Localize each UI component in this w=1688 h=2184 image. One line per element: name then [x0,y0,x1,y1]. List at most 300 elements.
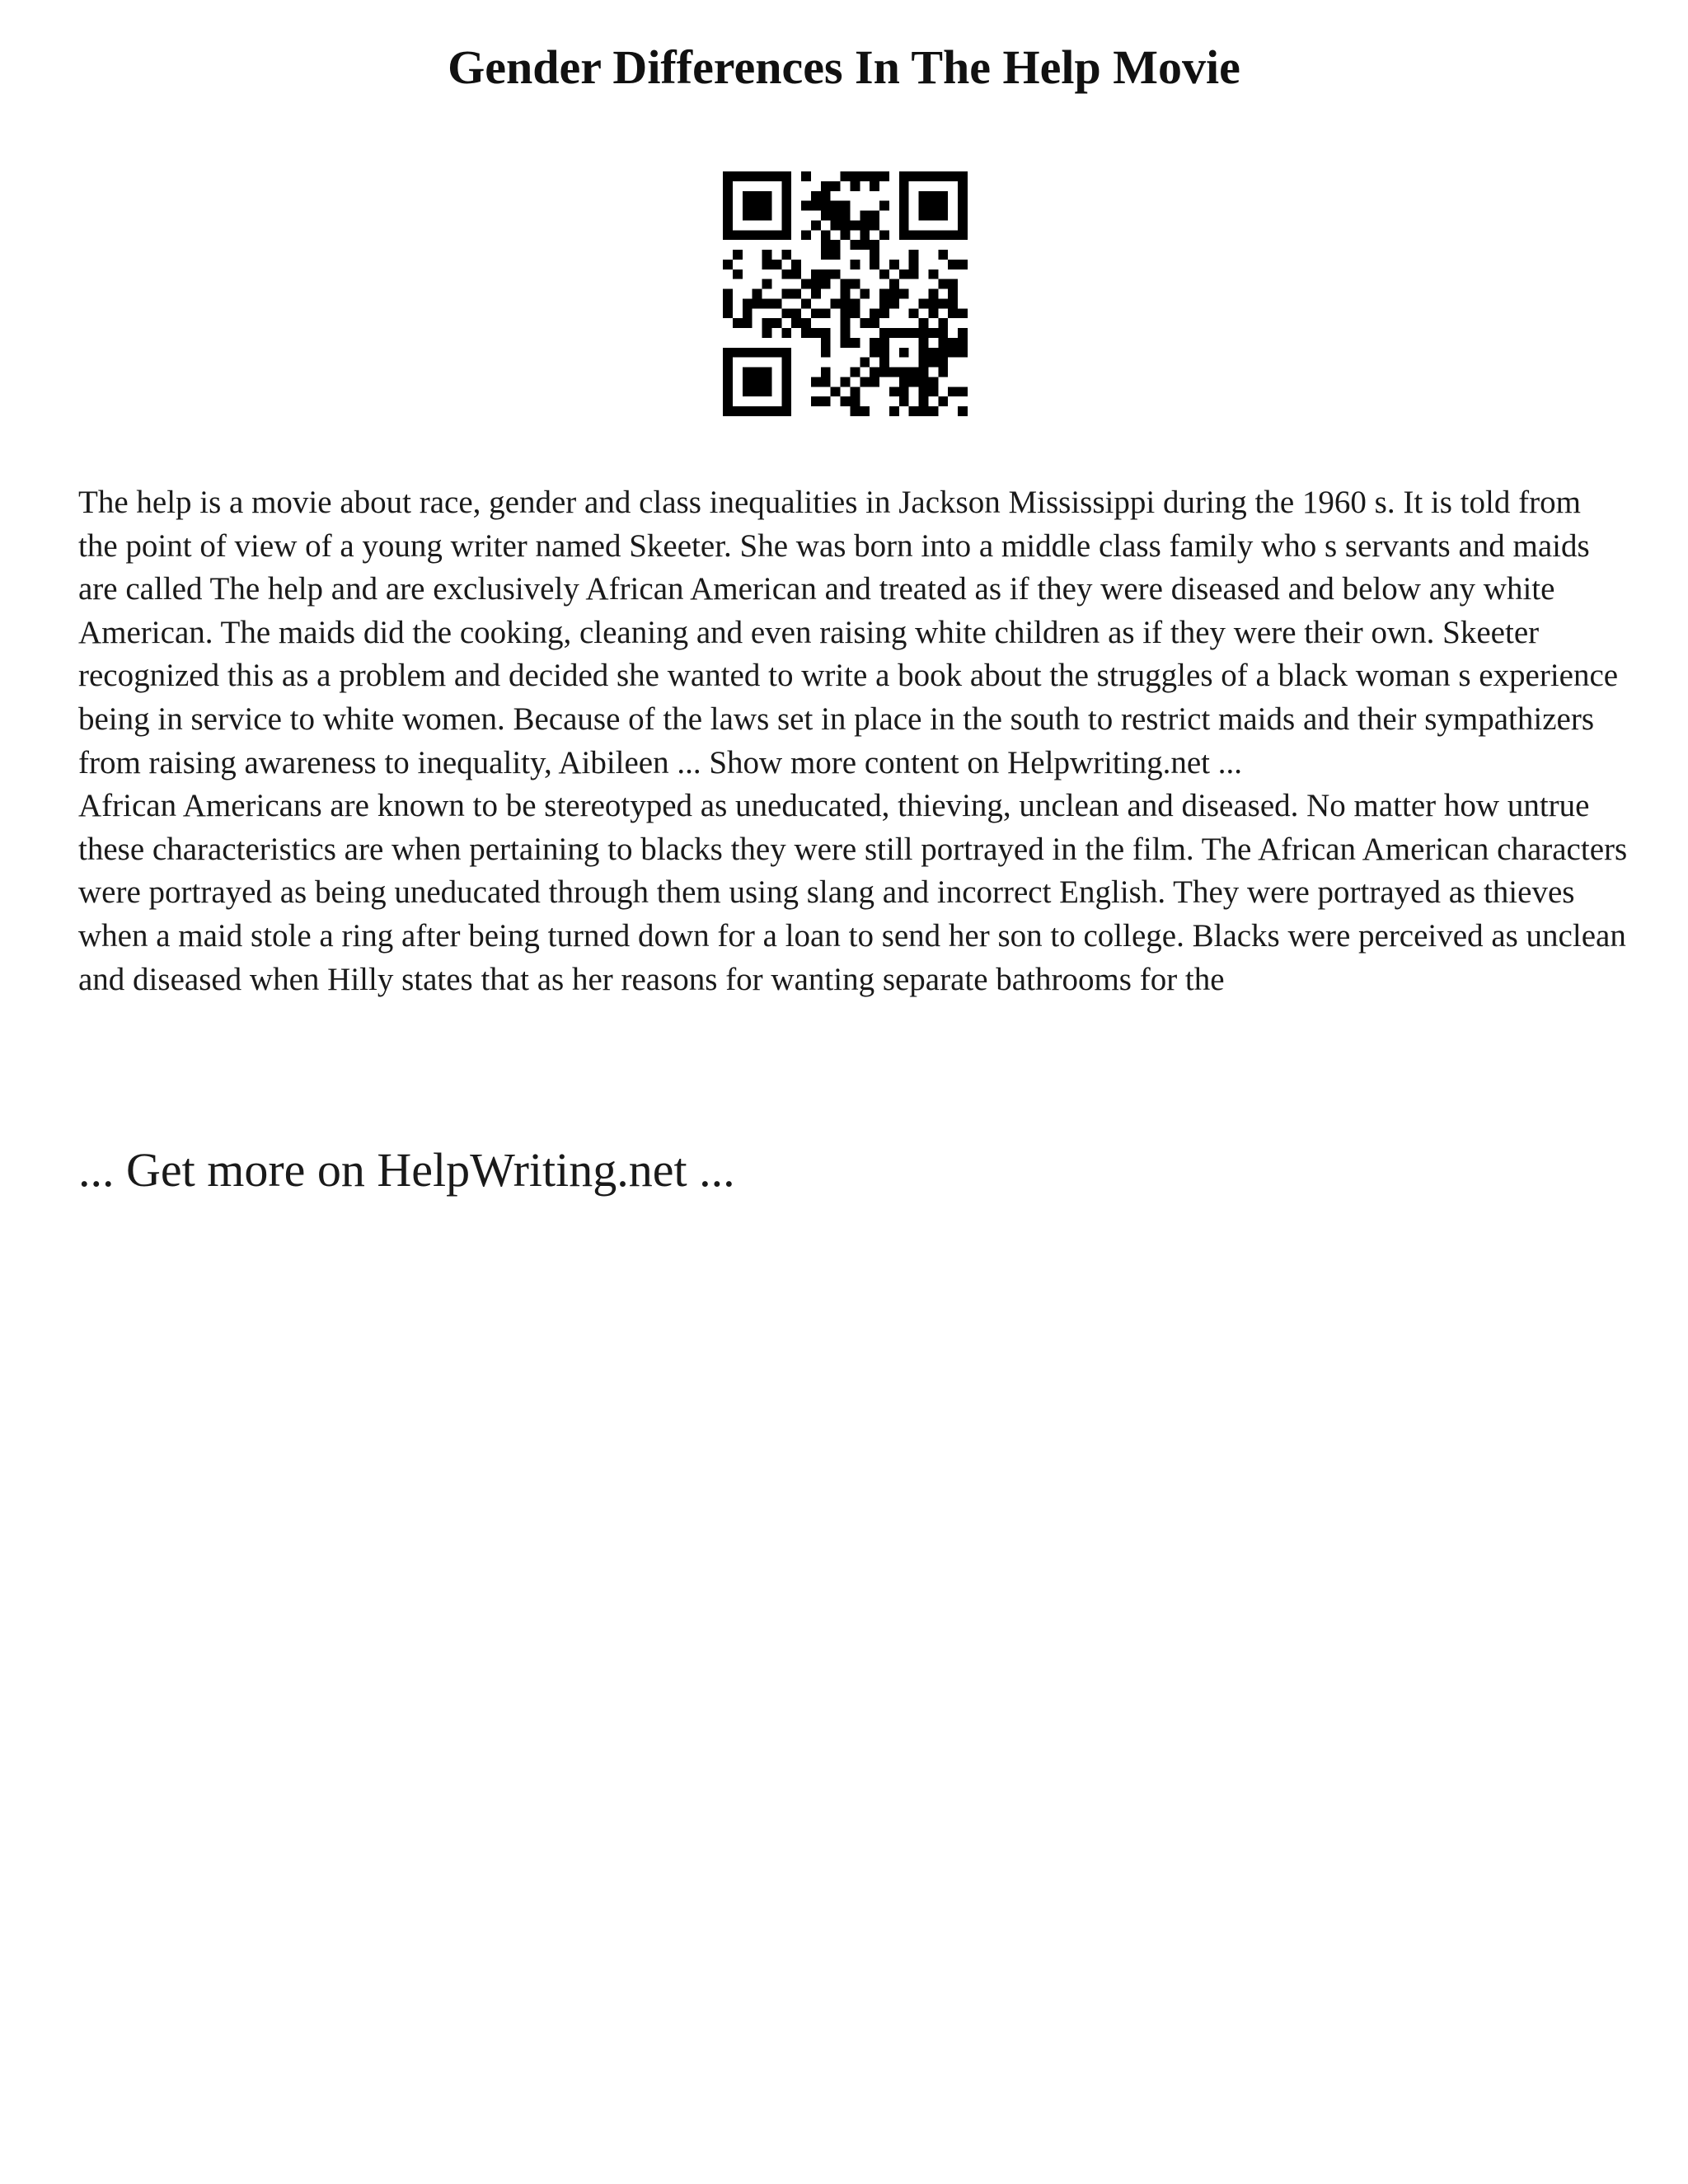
qr-module [870,368,879,377]
qr-module [860,358,870,368]
qr-module [870,377,879,387]
qr-module [781,171,791,181]
qr-module [831,250,841,260]
qr-module [771,171,781,181]
qr-module [841,289,851,299]
qr-module [753,191,762,201]
qr-module [821,230,831,240]
qr-module [928,230,938,240]
qr-module [753,406,762,416]
qr-module [753,289,762,299]
qr-module [753,368,762,377]
qr-module [919,377,929,387]
qr-module [850,279,860,289]
qr-module [850,240,860,250]
qr-module [928,289,938,299]
qr-module [811,201,821,211]
qr-module [841,308,851,318]
qr-module [909,230,919,240]
qr-module [958,348,968,358]
qr-module [870,308,879,318]
qr-module [841,201,851,211]
qr-module [762,348,772,358]
qr-module [958,328,968,338]
qr-module [723,377,733,387]
qr-module [958,211,968,221]
qr-module [889,406,899,416]
qr-module [948,279,958,289]
qr-module [753,201,762,211]
qr-module [762,279,772,289]
qr-module [948,260,958,269]
qr-module [781,269,791,279]
qr-module [753,377,762,387]
qr-module [909,269,919,279]
qr-module [831,211,841,221]
qr-module [743,298,753,308]
qr-module [919,338,929,348]
qr-module [841,298,851,308]
qr-module [791,260,801,269]
qr-module [879,298,889,308]
qr-module [928,387,938,396]
qr-module [860,230,870,240]
qr-module [899,396,909,406]
qr-module [899,191,909,201]
qr-module [811,308,821,318]
qr-module [821,250,831,260]
qr-module [909,171,919,181]
qr-module [781,358,791,368]
qr-module [723,368,733,377]
qr-module [841,318,851,328]
qr-module [781,211,791,221]
qr-module [899,368,909,377]
qr-module [938,396,948,406]
qr-module [948,387,958,396]
qr-module [879,348,889,358]
qr-module [879,308,889,318]
qr-module [821,269,831,279]
qr-module [948,338,958,348]
qr-module [938,211,948,221]
qr-module [743,191,753,201]
qr-module [811,396,821,406]
qr-module [909,308,919,318]
qr-module [791,289,801,299]
qr-module [948,230,958,240]
qr-module [958,201,968,211]
qr-module [938,201,948,211]
qr-module [899,181,909,191]
qr-module [860,406,870,416]
qr-module [958,338,968,348]
qr-module [850,181,860,191]
qr-module [928,269,938,279]
qr-module [723,181,733,191]
qr-module [841,377,851,387]
qr-module [928,191,938,201]
qr-module [938,358,948,368]
qr-module [889,298,899,308]
qr-module [909,406,919,416]
qr-module [879,201,889,211]
qr-module [801,279,811,289]
qr-module [821,279,831,289]
qr-module [860,220,870,230]
qr-module [762,328,772,338]
qr-module [791,269,801,279]
qr-module [753,230,762,240]
qr-module [723,358,733,368]
qr-module [899,348,909,358]
qr-module [733,406,743,416]
qr-module [821,328,831,338]
qr-module [771,406,781,416]
qr-module [909,260,919,269]
qr-module [899,230,909,240]
body-text [78,481,1628,1001]
qr-module [762,387,772,396]
qr-module [781,308,791,318]
qr-module [919,230,929,240]
qr-module [899,201,909,211]
qr-module [841,279,851,289]
qr-module [879,368,889,377]
qr-module [821,348,831,358]
qr-module [762,260,772,269]
qr-module [889,387,899,396]
qr-module [928,171,938,181]
paragraph-1: The help is a movie about race, gender and class inequalities in Jackson Mississippi during the 1960 s. It is told from the point of view of a young writer named Skeeter. She was born into a middle class family who s servants and maids are called The help and are exclusively African American and treated as if they were diseased and below any white American. The maids did the cooking, cleaning and even raising white children as if they were their own. Skeeter recognized this as a problem and decided she wanted to write a book about the struggles of a black woman s experience being in service to white women. Because of the laws set in place in the south to restrict maids and their sympathizers from raising awareness to inequality, Aibileen ... Show more content on Helpwriting.net ... [78,485,1619,780]
qr-module [743,201,753,211]
qr-module [753,348,762,358]
qr-module [821,191,831,201]
qr-module [958,406,968,416]
qr-module [781,348,791,358]
qr-code [723,171,968,416]
qr-module [723,220,733,230]
qr-module [831,220,841,230]
qr-module [958,230,968,240]
qr-module [860,211,870,221]
qr-module [860,318,870,328]
qr-module [781,387,791,396]
qr-module [938,338,948,348]
qr-module [850,387,860,396]
qr-module [762,377,772,387]
qr-module [791,318,801,328]
qr-module [928,201,938,211]
qr-module [723,308,733,318]
qr-module [919,358,929,368]
qr-module [889,279,899,289]
paragraph-2: African Americans are known to be stereotyped as uneducated, thieving, unclean and diseased. No matter how untrue these characteristics are when pertaining to blacks they were still portrayed in the film. The African American characters were portrayed as being uneducated through them using slang and incorrect English. They were portrayed as thieves when a maid stole a ring after being turned down for a loan to send her son to college. Blacks were perceived as unclean and diseased when Hilly states that as her reasons for wanting separate bathrooms for the [78,788,1628,997]
qr-module [821,181,831,191]
qr-module [841,396,851,406]
qr-module [850,308,860,318]
qr-module [928,406,938,416]
qr-module [948,171,958,181]
qr-module [781,328,791,338]
qr-module [958,181,968,191]
qr-module [948,308,958,318]
qr-module [841,328,851,338]
qr-module [919,211,929,221]
qr-module [743,368,753,377]
qr-module [938,368,948,377]
qr-module [821,338,831,348]
qr-module [831,181,841,191]
qr-module [723,230,733,240]
qr-module [938,230,948,240]
qr-module [879,171,889,181]
qr-module [948,348,958,358]
qr-module [919,191,929,201]
qr-module [958,171,968,181]
qr-module [733,348,743,358]
qr-module [948,298,958,308]
qr-module [860,240,870,250]
qr-module [743,230,753,240]
qr-module [723,171,733,181]
qr-module [899,387,909,396]
qr-module [870,260,879,269]
qr-module [733,250,743,260]
qr-module [743,318,753,328]
qr-module [919,318,929,328]
qr-module [733,171,743,181]
qr-module [899,211,909,221]
qr-module [781,406,791,416]
qr-module [850,220,860,230]
qr-module [781,377,791,387]
qr-module [831,387,841,396]
qr-module [821,211,831,221]
qr-module [850,171,860,181]
qr-module [771,318,781,328]
qr-module [762,250,772,260]
qr-module [909,377,919,387]
qr-module [958,308,968,318]
qr-module [743,377,753,387]
qr-module [723,191,733,201]
qr-module [909,250,919,260]
qr-module [762,406,772,416]
qr-module [899,269,909,279]
qr-module [948,289,958,299]
qr-module [801,318,811,328]
qr-module [781,368,791,377]
qr-module [870,338,879,348]
qr-module [958,191,968,201]
qr-module [860,289,870,299]
qr-module [811,191,821,201]
qr-module [743,211,753,221]
qr-module [899,220,909,230]
qr-module [919,298,929,308]
qr-module [753,171,762,181]
qr-module [850,406,860,416]
qr-module [841,220,851,230]
qr-module [919,201,929,211]
qr-module [850,298,860,308]
qr-module [723,348,733,358]
get-more-link[interactable]: ... Get more on HelpWriting.net ... [78,1143,735,1197]
qr-module [753,298,762,308]
qr-module [870,318,879,328]
qr-module [781,230,791,240]
qr-module [723,387,733,396]
qr-module [889,328,899,338]
qr-module [909,368,919,377]
qr-module [723,260,733,269]
qr-module [879,358,889,368]
qr-module [801,328,811,338]
qr-module [870,250,879,260]
qr-module [733,269,743,279]
qr-module [919,406,929,416]
qr-module [762,211,772,221]
qr-module [743,387,753,396]
qr-module [850,396,860,406]
qr-module [811,269,821,279]
qr-module [928,328,938,338]
page-title: Gender Differences In The Help Movie [448,40,1240,94]
qr-module [928,211,938,221]
qr-module [821,396,831,406]
qr-module [899,289,909,299]
qr-module [870,181,879,191]
qr-module [762,298,772,308]
qr-module [928,377,938,387]
qr-module [801,201,811,211]
qr-module [938,191,948,201]
qr-module [831,269,841,279]
qr-module [762,318,772,328]
qr-module [821,368,831,377]
qr-module [928,358,938,368]
qr-module [928,348,938,358]
qr-module [841,171,851,181]
qr-module [743,348,753,358]
qr-module [870,240,879,250]
qr-module [879,289,889,299]
qr-module [870,220,879,230]
qr-module [831,298,841,308]
qr-module [733,318,743,328]
qr-module [889,368,899,377]
qr-module [753,387,762,396]
qr-module [841,230,851,240]
qr-module [850,338,860,348]
qr-module [850,368,860,377]
qr-module [762,171,772,181]
qr-module [801,230,811,240]
qr-module [870,348,879,358]
qr-module [781,250,791,260]
qr-module [860,377,870,387]
qr-module [879,269,889,279]
qr-module [841,211,851,221]
qr-module [919,368,929,377]
qr-module [723,289,733,299]
qr-module [733,230,743,240]
qr-module [919,348,929,358]
qr-module [899,377,909,387]
qr-module [899,171,909,181]
qr-module [743,171,753,181]
qr-module [781,220,791,230]
qr-module [811,289,821,299]
qr-module [771,298,781,308]
qr-module [801,171,811,181]
qr-module [781,181,791,191]
qr-module [919,328,929,338]
qr-module [831,201,841,211]
qr-module [723,211,733,221]
qr-module [771,260,781,269]
qr-module [723,396,733,406]
qr-module [723,298,733,308]
qr-module [781,396,791,406]
qr-module [879,328,889,338]
qr-module [821,240,831,250]
qr-module [743,406,753,416]
qr-module [771,230,781,240]
qr-module [781,289,791,299]
qr-module [753,211,762,221]
qr-module [831,240,841,250]
qr-module [919,171,929,181]
qr-module [938,328,948,338]
qr-module [821,308,831,318]
qr-module [899,328,909,338]
qr-module [781,201,791,211]
qr-module [723,201,733,211]
qr-module [791,308,801,318]
qr-module [723,406,733,416]
qr-module [909,328,919,338]
qr-module [879,338,889,348]
qr-module [821,377,831,387]
qr-module [743,308,753,318]
qr-module [919,396,929,406]
qr-module [938,318,948,328]
qr-module [889,289,899,299]
qr-module [889,260,899,269]
qr-module [762,368,772,377]
qr-module [928,308,938,318]
qr-module [928,298,938,308]
qr-module [938,348,948,358]
qr-module [919,387,929,396]
qr-module [958,220,968,230]
qr-module [958,387,968,396]
qr-module [879,230,889,240]
qr-module [801,298,811,308]
qr-module [762,191,772,201]
qr-module [771,348,781,358]
qr-module [850,260,860,269]
qr-module [860,171,870,181]
qr-module [870,171,879,181]
qr-code-icon [723,171,968,416]
qr-module [762,230,772,240]
qr-module [762,201,772,211]
qr-module [781,191,791,201]
qr-module [811,377,821,387]
